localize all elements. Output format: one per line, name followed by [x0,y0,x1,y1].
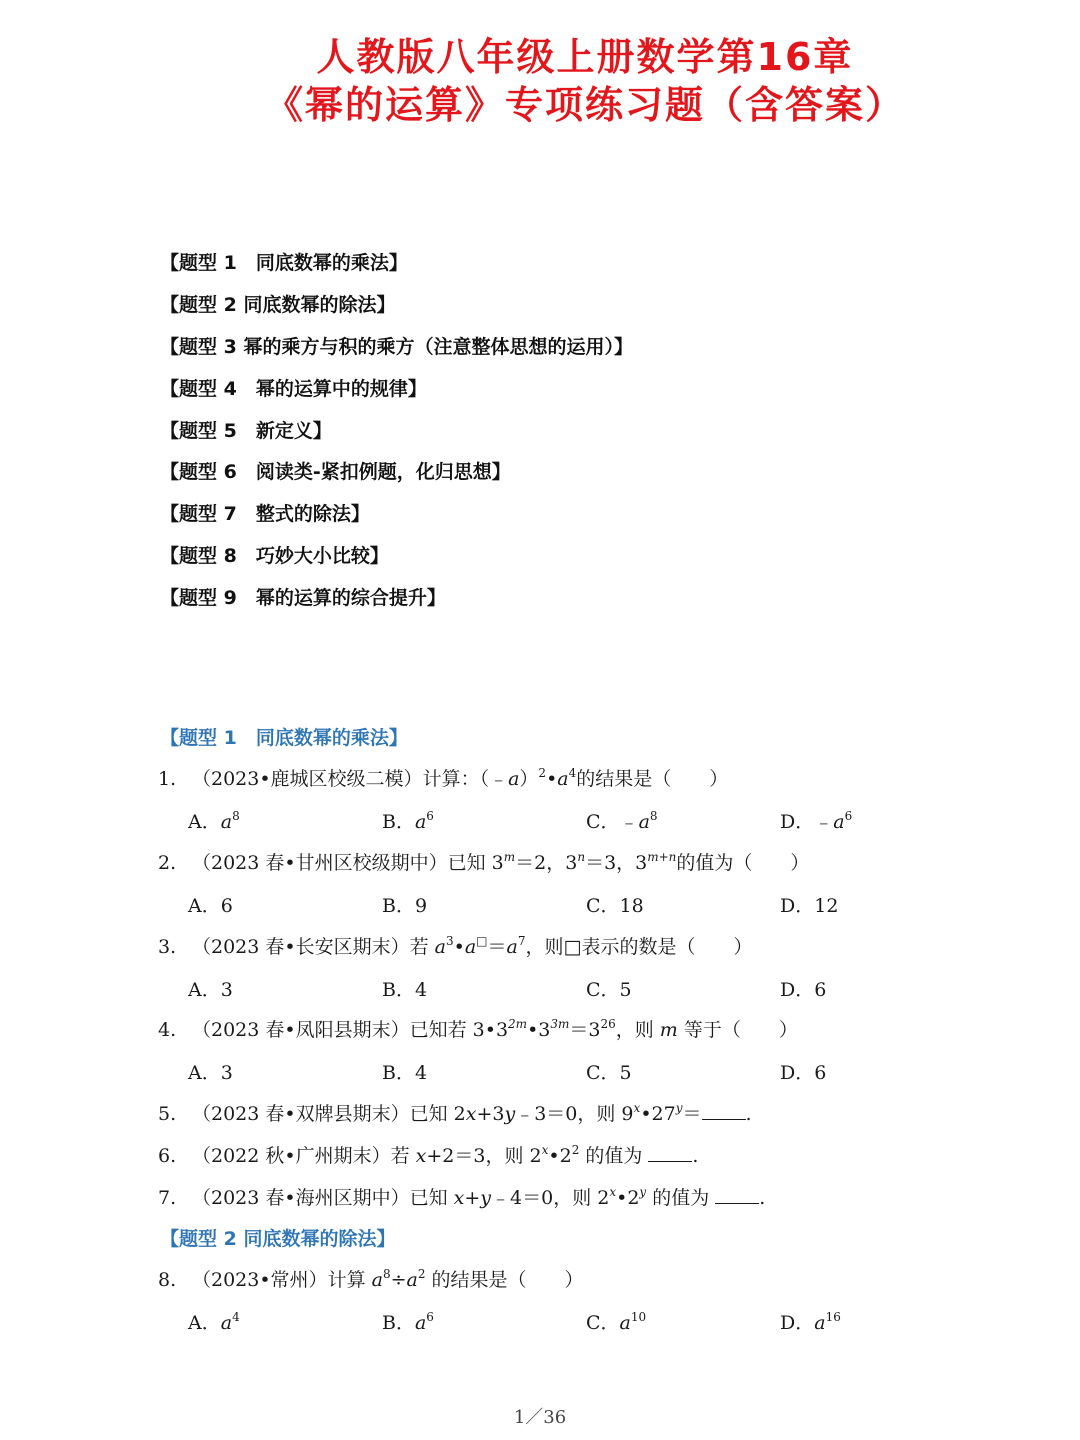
question-number: 7. [158,1187,177,1209]
option-a[interactable]: A．3 [188,1062,233,1084]
section-heading-1: 【题型 1 同底数幂的乘法】 [160,727,408,749]
question-1: 1. （2023•鹿城区校级二模）计算：$(﹣a)^2•a^4$的结果是（ ） [158,766,729,790]
option-a[interactable]: A．6 [188,895,233,917]
answer-blank[interactable] [702,1103,746,1120]
question-1-options [188,807,908,833]
question-number: 2. [158,852,177,874]
question-number: 8. [158,1269,177,1291]
question-source: （2023 春•双牌县期末） [192,1103,410,1125]
toc-item-1: 【题型 1 同底数幂的乘法】 [160,252,408,274]
answer-blank[interactable] [648,1145,692,1162]
option-a[interactable]: A．3 [188,979,233,1001]
toc-item-3: 【题型 3 幂的乘方与积的乘方（注意整体思想的运用）】 [160,336,633,358]
toc-item-8: 【题型 8 巧妙大小比较】 [160,545,389,567]
toc-item-5: 【题型 5 新定义】 [160,420,332,442]
question-5: 5. （2023 春•双牌县期末）已知 2x+3y﹣3＝0，则 $9^x•27^y=$ . [158,1101,752,1125]
toc-item-9: 【题型 9 幂的运算的综合提升】 [160,587,446,609]
question-8-options [188,1308,908,1334]
option-b[interactable]: B．$a^6$ [382,809,434,833]
question-8: 8. （2023•常州）计算 $a^8\div a^2$ 的结果是（ ） [158,1267,584,1291]
option-d[interactable]: D．$a^{16}$ [780,1310,841,1334]
question-number: 6. [158,1145,177,1167]
question-number: 1. [158,768,177,790]
question-6: 6. （2022 秋•广州期末）若 x+2＝3，则 $2^x•2^2$ 的值为 . [158,1143,699,1167]
toc-item-6: 【题型 6 阅读类-紧扣例题，化归思想】 [160,461,511,483]
section-heading-2: 【题型 2 同底数幂的除法】 [160,1228,396,1250]
question-number: 3. [158,936,177,958]
option-a[interactable]: A．$a^8$ [188,809,240,833]
question-4: 4. （2023 春•凤阳县期末）已知若 $3•3^{2m}•3^{3m}=3^{26}$，则 m 等于（ ） [158,1017,798,1041]
question-2: 2. （2023 春•甘州区校级期中）已知 $3^m=2$，$3^n=3$，$3^{m+n}$的值为（ ） [158,850,810,874]
question-number: 5. [158,1103,177,1125]
document-title-line-2: 《幂的运算》专项练习题（含答案） [264,83,905,127]
option-b[interactable]: B．9 [382,895,428,917]
option-c[interactable]: C．$﹣a^8$ [586,809,658,833]
question-source: （2023 春•海州区期中） [192,1187,410,1209]
question-7: 7. （2023 春•海州区期中）已知 x+y﹣4＝0，则 2$^x$•2$^y$ 的值为 . [158,1185,766,1209]
option-d[interactable]: D．$﹣a^6$ [780,809,853,833]
document-title-line-1: 人教版八年级上册数学第16章 [316,35,854,79]
option-b[interactable]: B．4 [382,1062,428,1084]
question-source: （2023•鹿城区校级二模） [192,768,423,790]
question-3: 3. （2023 春•长安区期末）若 $a^3•a^□=a^7$，则□表示的数是（ ） [158,934,753,958]
option-d[interactable]: D．6 [780,1062,827,1084]
question-2-options [188,891,908,917]
option-c[interactable]: C．$a^{10}$ [586,1310,647,1334]
option-b[interactable]: B．$a^6$ [382,1310,434,1334]
question-3-options [188,975,908,1001]
option-a[interactable]: A．$a^4$ [188,1310,240,1334]
option-c[interactable]: C．5 [586,979,632,1001]
toc-item-2: 【题型 2 同底数幂的除法】 [160,294,396,316]
question-source: （2022 秋•广州期末） [192,1145,391,1167]
question-source: （2023 春•凤阳县期末） [192,1019,410,1041]
option-c[interactable]: C．5 [586,1062,632,1084]
page-indicator: 1／36 [513,1407,567,1428]
toc-item-4: 【题型 4 幂的运算中的规律】 [160,378,427,400]
option-d[interactable]: D．6 [780,979,827,1001]
question-number: 4. [158,1019,177,1041]
toc-item-7: 【题型 7 整式的除法】 [160,503,370,525]
option-c[interactable]: C．18 [586,895,644,917]
question-4-options [188,1058,908,1084]
option-b[interactable]: B．4 [382,979,428,1001]
option-d[interactable]: D．12 [780,895,839,917]
answer-blank[interactable] [715,1187,759,1204]
question-source: （2023•常州） [192,1269,328,1291]
question-source: （2023 春•长安区期末） [192,936,410,958]
question-source: （2023 春•甘州区校级期中） [192,852,448,874]
